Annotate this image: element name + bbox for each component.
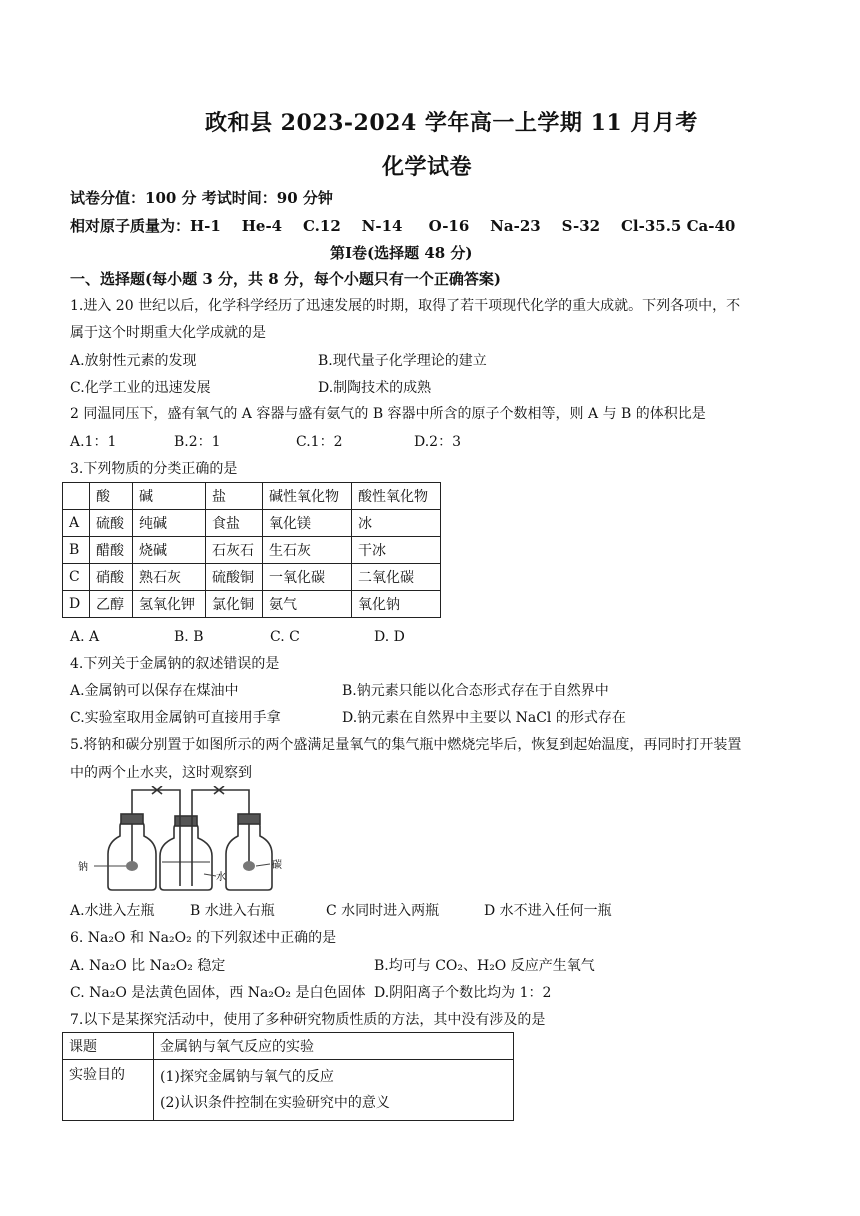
- table-header-cell: 酸性氧化物: [352, 483, 441, 510]
- table-cell: 实验目的: [63, 1060, 154, 1121]
- q5-option-a: A.水进入左瓶: [70, 903, 155, 919]
- table-row: [63, 1033, 514, 1060]
- table-cell: 干冰: [352, 537, 441, 564]
- q6-option-b: B.均可与 CO₂、H₂O 反应产生氧气: [374, 958, 595, 974]
- table-cell: 氧化镁: [263, 510, 352, 537]
- table-cell: 食盐: [206, 510, 263, 537]
- q1-stem-line1: 1.进入 20 世纪以后，化学科学经历了迅速发展的时期，取得了若干项现代化学的重大成就。下列各项中，不: [70, 298, 741, 314]
- table-header-row: [63, 483, 441, 510]
- table-header-cell: 盐: [206, 483, 263, 510]
- section-heading: 一、选择题(每小题 3 分，共 8 分，每个小题只有一个正确答案): [70, 270, 501, 288]
- table-cell: A: [63, 510, 90, 537]
- table-row: [63, 591, 441, 618]
- table-row: [63, 1060, 514, 1121]
- carbon-sample-icon: [243, 861, 255, 871]
- table-cell: 氯化铜: [206, 591, 263, 618]
- q5-option-b: B 水进入右瓶: [190, 903, 275, 919]
- table-cell: 纯碱: [133, 510, 206, 537]
- table-cell: 硫酸: [90, 510, 133, 537]
- q7-stem: 7.以下是某探究活动中，使用了多种研究物质性质的方法，其中没有涉及的是: [70, 1012, 546, 1028]
- score-time: 试卷分值：100 分 考试时间：90 分钟: [70, 189, 333, 207]
- label-sodium: 钠: [78, 862, 88, 873]
- table-cell: D: [63, 591, 90, 618]
- table-cell: 硝酸: [90, 564, 133, 591]
- q4-option-c: C.实验室取用金属钠可直接用手拿: [70, 710, 281, 726]
- q5-stem-line1: 5.将钠和碳分别置于如图所示的两个盛满足量氧气的集气瓶中燃烧完毕后，恢复到起始温度，再同时打开装置: [70, 737, 742, 753]
- table-cell: 氧化钠: [352, 591, 441, 618]
- table-cell: 课题: [63, 1033, 154, 1060]
- table-cell: 石灰石: [206, 537, 263, 564]
- table-cell: 冰: [352, 510, 441, 537]
- atomic-mass: 相对原子质量为：H-1 He-4 C.12 N-14 O-16 Na-23 S-32 Cl-35.5 Ca-40: [70, 217, 736, 235]
- table-cell: 乙醇: [90, 591, 133, 618]
- table-row: [63, 537, 441, 564]
- q3-option-c: C. C: [270, 629, 300, 645]
- objective-line: (2)认识条件控制在实验研究中的意义: [160, 1095, 390, 1111]
- q3-option-d: D. D: [374, 629, 405, 645]
- q4-option-a: A.金属钠可以保存在煤油中: [70, 683, 239, 699]
- objective-line: (1)探究金属钠与氧气的反应: [160, 1069, 334, 1085]
- q3-classification-table: [62, 482, 441, 618]
- table-cell: 醋酸: [90, 537, 133, 564]
- q2-option-d: D.2：3: [414, 434, 461, 450]
- table-row: [63, 564, 441, 591]
- q5-option-d: D 水不进入任何一瓶: [484, 903, 612, 919]
- exam-title: 政和县 2023-2024 学年高一上学期 11 月月考: [205, 110, 698, 136]
- q3-option-b: B. B: [174, 629, 204, 645]
- label-water: 水: [216, 872, 226, 883]
- table-cell: 生石灰: [263, 537, 352, 564]
- table-cell: C: [63, 564, 90, 591]
- table-cell: [154, 1060, 514, 1121]
- q3-option-a: A. A: [70, 629, 100, 645]
- q4-option-d: D.钠元素在自然界中主要以 NaCl 的形式存在: [342, 710, 626, 726]
- table-header-cell: 酸: [90, 483, 133, 510]
- q1-stem-line2: 属于这个时期重大化学成就的是: [70, 325, 266, 341]
- q1-option-a: A.放射性元素的发现: [70, 353, 197, 369]
- table-cell: 二氧化碳: [352, 564, 441, 591]
- q6-option-a: A. Na₂O 比 Na₂O₂ 稳定: [70, 958, 226, 974]
- q2-stem: 2 同温同压下，盛有氧气的 A 容器与盛有氨气的 B 容器中所含的原子个数相等，则 A 与 B 的体积比是: [70, 406, 706, 422]
- q7-experiment-table: [62, 1032, 514, 1121]
- q6-option-d: D.阴阳离子个数比均为 1：2: [374, 985, 552, 1001]
- q5-stem-line2: 中的两个止水夹，这时观察到: [70, 765, 252, 781]
- q2-option-c: C.1：2: [296, 434, 343, 450]
- table-header-cell: 碱性氧化物: [263, 483, 352, 510]
- table-cell: 熟石灰: [133, 564, 206, 591]
- table-cell: 一氧化碳: [263, 564, 352, 591]
- q2-option-a: A.1：1: [70, 434, 117, 450]
- table-header-cell: 碱: [133, 483, 206, 510]
- q1-option-d: D.制陶技术的成熟: [318, 380, 432, 396]
- table-cell: 烧碱: [133, 537, 206, 564]
- q4-stem: 4.下列关于金属钠的叙述错误的是: [70, 656, 280, 672]
- sodium-sample-icon: [126, 861, 138, 871]
- q3-stem: 3.下列物质的分类正确的是: [70, 461, 238, 477]
- table-header-cell: [63, 483, 90, 510]
- q1-option-b: B.现代量子化学理论的建立: [318, 353, 487, 369]
- table-row: [63, 510, 441, 537]
- table-cell: 氢氧化钾: [133, 591, 206, 618]
- q1-option-c: C.化学工业的迅速发展: [70, 380, 211, 396]
- exam-subtitle: 化学试卷: [382, 154, 473, 180]
- q6-option-c: C. Na₂O 是法黄色固体，西 Na₂O₂ 是白色固体: [70, 985, 366, 1001]
- q4-option-b: B.钠元素只能以化合态形式存在于自然界中: [342, 683, 609, 699]
- q6-stem: 6. Na₂O 和 Na₂O₂ 的下列叙述中正确的是: [70, 930, 337, 946]
- table-cell: B: [63, 537, 90, 564]
- part-heading: 第Ⅰ卷(选择题 48 分): [330, 244, 473, 262]
- q2-option-b: B.2：1: [174, 434, 221, 450]
- label-carbon: 碳: [272, 860, 282, 871]
- table-cell: 金属钠与氧气反应的实验: [154, 1033, 514, 1060]
- table-cell: 氨气: [263, 591, 352, 618]
- gas-bottle-apparatus-figure: [76, 786, 296, 894]
- table-cell: 硫酸铜: [206, 564, 263, 591]
- q5-option-c: C 水同时进入两瓶: [326, 903, 440, 919]
